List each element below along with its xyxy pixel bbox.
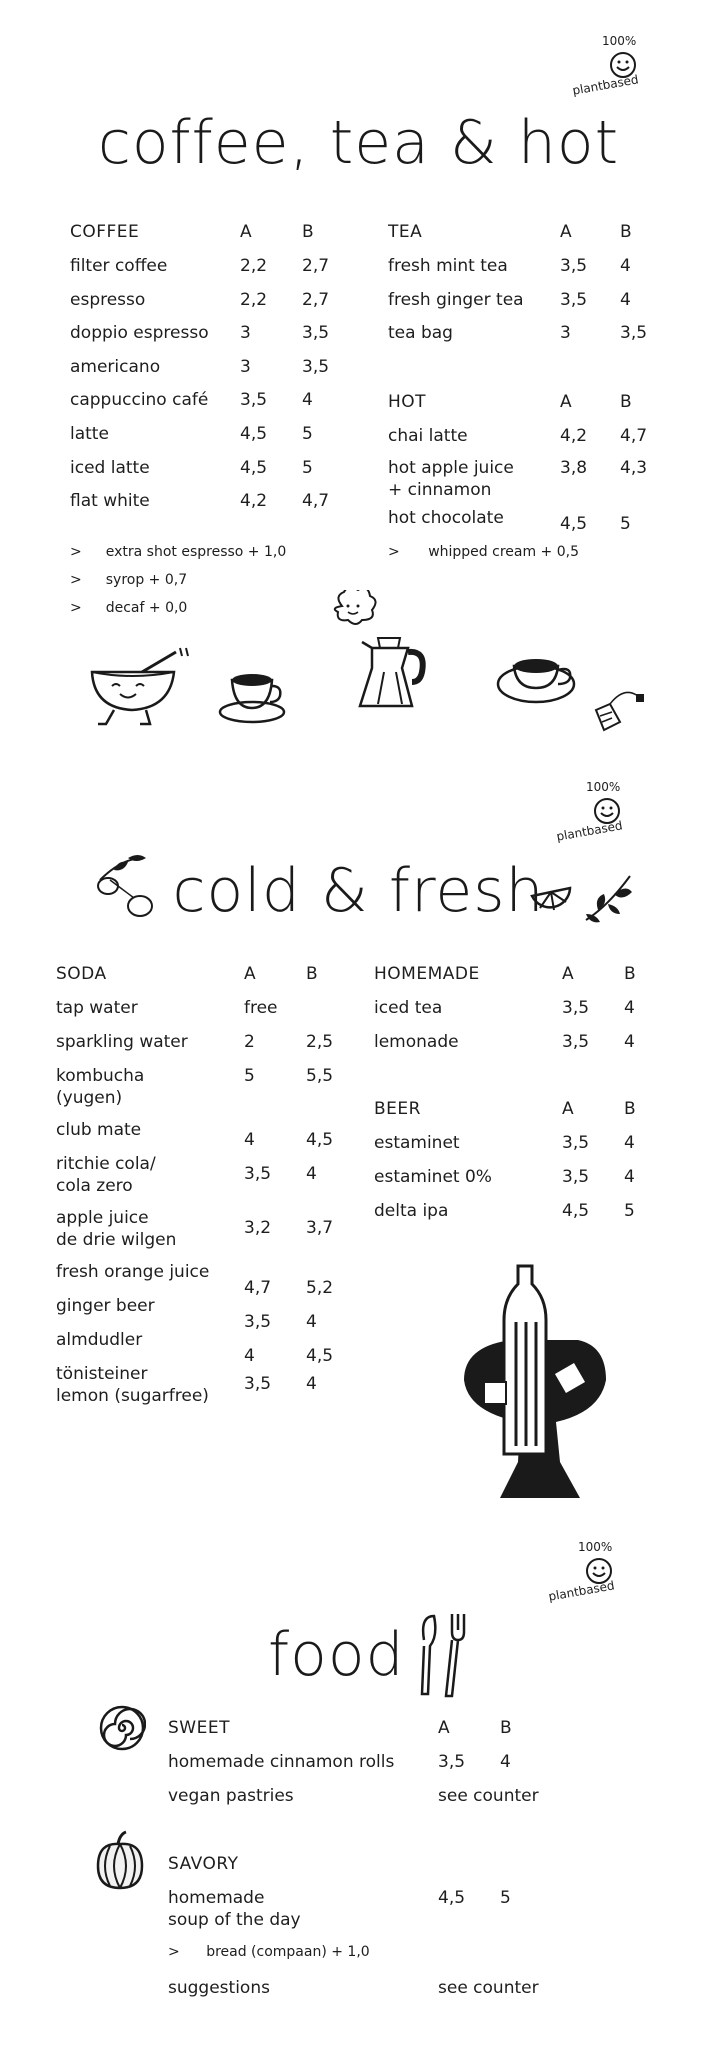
- badge-percent: 100%: [602, 34, 637, 48]
- note-arrow: >: [168, 1944, 180, 1960]
- soda-col-a: A: [244, 964, 257, 984]
- coffee-item-price-b: 2,7: [302, 256, 330, 276]
- hot-item-price-b: 4,7: [620, 426, 648, 446]
- plantbased-badge: [572, 34, 672, 104]
- bottle-on-table-icon: [460, 1262, 610, 1502]
- section-title-cold-fresh: cold & fresh: [172, 856, 545, 926]
- savory-note: [168, 1944, 370, 1960]
- cup-mascot-icon: [84, 646, 194, 736]
- soda-item-name-line2: cola zero: [56, 1176, 133, 1196]
- note-arrow: >: [70, 572, 82, 588]
- coffee-note: [70, 600, 187, 616]
- coffee-item-name: doppio espresso: [70, 323, 209, 344]
- soda-item-price-b: 4: [306, 1312, 317, 1332]
- soda-item-price-b: 2,5: [306, 1032, 334, 1052]
- homemade-table: [374, 964, 674, 1064]
- tea-header: TEA: [388, 222, 423, 242]
- badge-label: plantbased: [547, 1578, 616, 1604]
- soda-item-name: ritchie cola/: [56, 1154, 156, 1174]
- tea-item-price-a: 3,5: [560, 289, 588, 310]
- beer-table: [374, 1099, 674, 1229]
- tea-item-name: fresh mint tea: [388, 256, 508, 276]
- soda-item-price-a: 4,7: [244, 1278, 272, 1298]
- fork-knife-icon: [412, 1610, 472, 1700]
- soda-item-name: sparkling water: [56, 1032, 188, 1052]
- hot-col-b: B: [620, 392, 633, 412]
- soda-item-price-b: 4: [306, 1374, 317, 1394]
- tea-bag-icon: [590, 684, 650, 734]
- beer-header: BEER: [374, 1099, 421, 1119]
- sweet-header: SWEET: [168, 1718, 230, 1738]
- homemade-item-price-b: 4: [624, 998, 635, 1018]
- note-text: extra shot espresso + 1,0: [105, 544, 287, 560]
- soda-item-name-line2: lemon (sugarfree): [56, 1386, 209, 1406]
- homemade-item-price-a: 3,5: [562, 1032, 590, 1052]
- sweet-col-a: A: [438, 1718, 451, 1738]
- tea-table: [388, 222, 688, 342]
- coffee-item-name: espresso: [70, 289, 146, 310]
- moka-pot-icon: [312, 590, 442, 730]
- soda-item-name: tönisteiner: [56, 1364, 148, 1384]
- section-title-food: food: [268, 1620, 405, 1690]
- soda-item-price-a: free: [244, 998, 278, 1018]
- hot-item-price-b: 4,3: [620, 458, 648, 478]
- savory-table: [168, 1854, 568, 2014]
- soda-item-price-b: 5,2: [306, 1278, 334, 1298]
- note-text: syrop + 0,7: [105, 572, 188, 588]
- soda-item-price-a: 2: [244, 1032, 255, 1052]
- coffee-item-name: filter coffee: [70, 256, 168, 276]
- badge-percent: 100%: [578, 1540, 613, 1554]
- beer-item-price-b: 4: [624, 1133, 635, 1153]
- soda-item-price-a: 4: [244, 1346, 255, 1366]
- coffee-item-price-b: 5: [302, 457, 313, 478]
- homemade-item-price-b: 4: [624, 1032, 635, 1052]
- savory-item-price-a: 4,5: [438, 1888, 466, 1908]
- plantbased-badge: [556, 780, 656, 850]
- soda-item-name: almdudler: [56, 1330, 143, 1350]
- soda-item-price-b: 4,5: [306, 1346, 334, 1366]
- coffee-item-price-a: 4,5: [240, 457, 268, 478]
- coffee-item-price-b: 2,7: [302, 289, 330, 310]
- coffee-item-name: flat white: [70, 491, 150, 512]
- soda-item-price-a: 3,5: [244, 1312, 272, 1332]
- soda-item-name-line2: de drie wilgen: [56, 1230, 177, 1250]
- sweet-item-name: vegan pastries: [168, 1786, 294, 1806]
- sweet-item-price-a: 3,5: [438, 1752, 466, 1772]
- coffee-header: COFFEE: [70, 222, 140, 242]
- coffee-col-b: B: [302, 222, 315, 242]
- note-arrow: >: [388, 544, 400, 560]
- soda-item-price-b: 4: [306, 1164, 317, 1184]
- hot-note: [388, 544, 579, 560]
- soda-item-name: fresh orange juice: [56, 1262, 210, 1282]
- tea-item-price-b: 4: [620, 256, 631, 276]
- tea-col-b: B: [620, 222, 633, 242]
- plantbased-badge: [548, 1540, 648, 1610]
- badge-percent: 100%: [586, 780, 621, 794]
- soda-item-price-b: 5,5: [306, 1066, 334, 1086]
- savory-item-price-b: 5: [500, 1888, 511, 1908]
- soda-item-name-line2: (yugen): [56, 1088, 123, 1108]
- soda-item-name: ginger beer: [56, 1296, 155, 1316]
- espresso-cup-icon: [218, 666, 288, 726]
- soda-item-price-a: 5: [244, 1066, 255, 1086]
- sweet-col-b: B: [500, 1718, 513, 1738]
- soda-item-name: apple juice: [56, 1208, 149, 1228]
- tea-item-name: tea bag: [388, 323, 453, 344]
- orange-slice-icon: [526, 868, 576, 918]
- soda-item-name: kombucha: [56, 1066, 145, 1086]
- teacup-saucer-icon: [496, 644, 586, 714]
- coffee-item-price-a: 3: [240, 323, 251, 344]
- tea-item-name: fresh ginger tea: [388, 289, 524, 310]
- coffee-table: [70, 222, 360, 522]
- coffee-item-name: americano: [70, 356, 161, 377]
- tea-item-price-b: 4: [620, 289, 631, 310]
- beer-item-price-b: 4: [624, 1167, 635, 1187]
- homemade-item-name: iced tea: [374, 998, 443, 1018]
- coffee-item-price-b: 3,5: [302, 356, 330, 377]
- beer-item-name: estaminet: [374, 1133, 460, 1153]
- soda-item-name: tap water: [56, 998, 138, 1018]
- sweet-item-price-b: 4: [500, 1752, 511, 1772]
- hot-item-name-line2: + cinnamon: [388, 480, 492, 500]
- note-text: decaf + 0,0: [105, 600, 188, 616]
- soda-item-price-a: 3,5: [244, 1164, 272, 1184]
- coffee-note: [70, 572, 187, 588]
- soda-item-price-b: 3,7: [306, 1218, 334, 1238]
- coffee-item-price-a: 2,2: [240, 289, 268, 310]
- coffee-col-a: A: [240, 222, 253, 242]
- homemade-item-price-a: 3,5: [562, 998, 590, 1018]
- coffee-item-price-a: 4,5: [240, 424, 268, 444]
- coffee-item-price-a: 3,5: [240, 390, 268, 411]
- soda-header: SODA: [56, 964, 107, 984]
- hot-item-name: hot chocolate: [388, 508, 504, 528]
- homemade-header: HOMEMADE: [374, 964, 480, 984]
- suggestions-label: suggestions: [168, 1978, 270, 1998]
- coffee-item-price-b: 4,7: [302, 491, 330, 512]
- section-title-coffee-tea-hot: coffee, tea & hot: [97, 108, 620, 178]
- beer-col-b: B: [624, 1099, 637, 1119]
- beer-col-a: A: [562, 1099, 575, 1119]
- coffee-item-name: iced latte: [70, 457, 150, 478]
- coffee-item-price-a: 2,2: [240, 256, 268, 276]
- soda-item-price-a: 3,5: [244, 1374, 272, 1394]
- mint-leaves-icon: [578, 870, 638, 930]
- beer-item-price-a: 4,5: [562, 1201, 590, 1221]
- soda-col-b: B: [306, 964, 319, 984]
- note-text: bread (compaan) + 1,0: [206, 1944, 370, 1960]
- savory-header: SAVORY: [168, 1854, 239, 1874]
- hot-header: HOT: [388, 392, 427, 412]
- tea-item-price-a: 3: [560, 323, 571, 344]
- beer-item-price-b: 5: [624, 1201, 635, 1221]
- coffee-item-price-a: 3: [240, 356, 251, 377]
- soda-item-price-a: 4: [244, 1130, 255, 1150]
- soda-item-name: club mate: [56, 1120, 142, 1140]
- beer-item-price-a: 3,5: [562, 1167, 590, 1187]
- savory-item-name: homemade: [168, 1888, 265, 1908]
- pumpkin-icon: [94, 1830, 146, 1892]
- beer-item-price-a: 3,5: [562, 1133, 590, 1153]
- coffee-item-name: latte: [70, 424, 109, 444]
- beer-item-name: estaminet 0%: [374, 1167, 492, 1187]
- coffee-note: [70, 544, 286, 560]
- homemade-col-b: B: [624, 964, 637, 984]
- hot-col-a: A: [560, 392, 573, 412]
- coffee-item-price-a: 4,2: [240, 491, 268, 512]
- sweet-table: [168, 1718, 568, 1808]
- hot-item-price-a: 4,2: [560, 426, 588, 446]
- coffee-item-price-b: 3,5: [302, 323, 330, 344]
- hot-item-price-a: 4,5: [560, 514, 588, 534]
- soda-item-price-a: 3,2: [244, 1218, 272, 1238]
- soda-item-price-b: 4,5: [306, 1130, 334, 1150]
- soda-table: [56, 964, 356, 1404]
- homemade-col-a: A: [562, 964, 575, 984]
- hot-table: [388, 392, 688, 542]
- tea-item-price-a: 3,5: [560, 256, 588, 276]
- sweet-item-name: homemade cinnamon rolls: [168, 1752, 395, 1772]
- note-arrow: >: [70, 544, 82, 560]
- hot-item-price-a: 3,8: [560, 458, 588, 478]
- cinnamon-roll-icon: [98, 1704, 146, 1752]
- coffee-item-name: cappuccino café: [70, 390, 209, 411]
- homemade-item-name: lemonade: [374, 1032, 459, 1052]
- beer-item-name: delta ipa: [374, 1201, 449, 1221]
- tea-col-a: A: [560, 222, 573, 242]
- hot-item-name: hot apple juice: [388, 458, 514, 478]
- badge-label: plantbased: [555, 818, 624, 844]
- tea-item-price-b: 3,5: [620, 323, 648, 344]
- badge-label: plantbased: [571, 72, 640, 98]
- coffee-item-price-b: 4: [302, 390, 313, 411]
- suggestions-price: see counter: [438, 1978, 539, 1998]
- hot-item-name: chai latte: [388, 426, 468, 446]
- note-text: whipped cream + 0,5: [428, 544, 579, 560]
- hot-item-price-b: 5: [620, 514, 631, 534]
- coffee-item-price-b: 5: [302, 424, 313, 444]
- sweet-item-price-a: see counter: [438, 1786, 539, 1806]
- note-arrow: >: [70, 600, 82, 616]
- savory-item-name-line2: soup of the day: [168, 1910, 301, 1930]
